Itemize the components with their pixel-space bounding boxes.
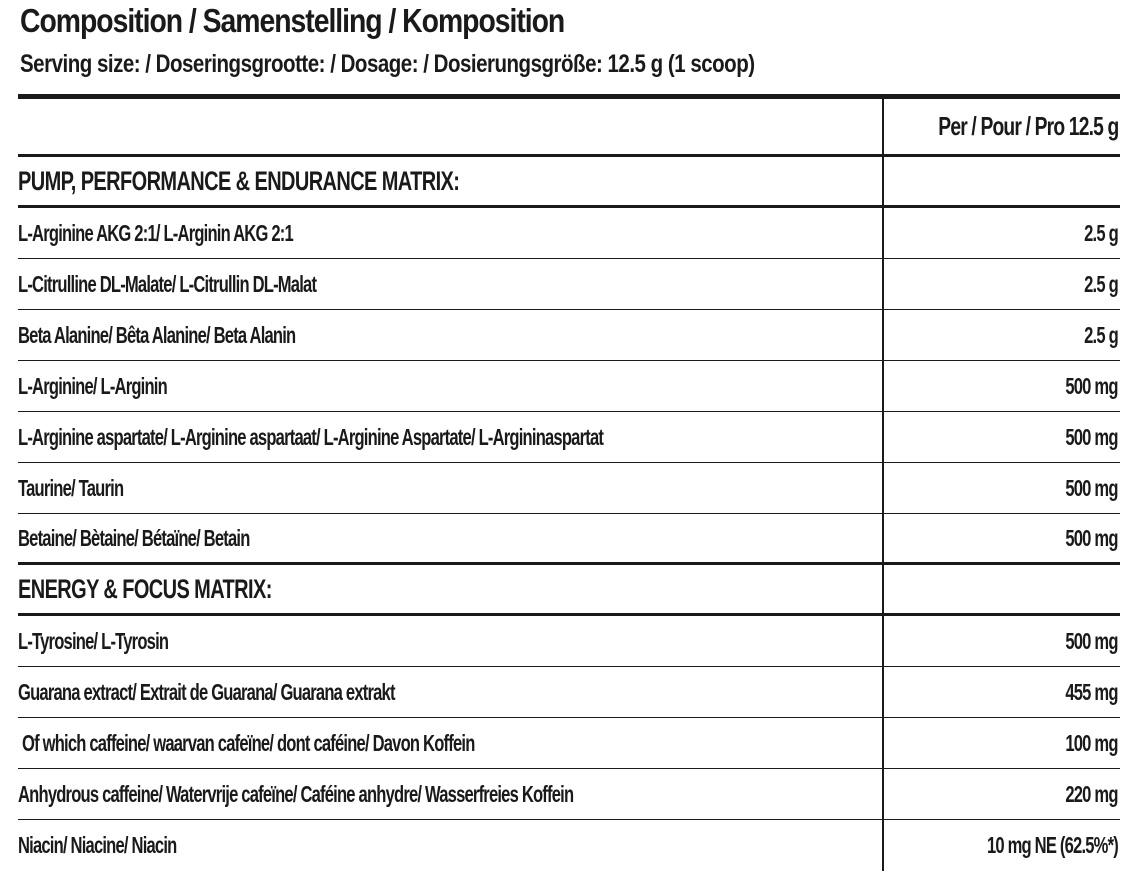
ingredient-value: 10 mg NE (62.5%*) [986,832,1118,858]
per-serving-header: Per / Pour / Pro 12.5 g [937,111,1118,141]
ingredient-value: 2.5 g [1084,270,1118,297]
table-row [18,769,1120,820]
table-row [18,616,1120,667]
ingredient-value: 220 mg [1065,780,1118,807]
table-row [18,208,1120,259]
ingredient-name: L-Arginine/ L-Arginin [18,372,167,399]
ingredient-name: Taurine/ Taurin [18,474,124,501]
ingredient-name: L-Citrulline DL-Malate/ L-Citrullin DL-Malat [18,270,317,297]
ingredient-name: L-Arginine aspartate/ L-Arginine aspartaat/ L-Arginine Aspartate/ L-Argininaspartat [18,423,604,450]
ingredient-value: 2.5 g [1084,219,1118,246]
table-header-row [18,99,1120,157]
table-row [18,718,1120,769]
ingredient-value: 500 mg [1065,423,1118,450]
ingredient-value: 455 mg [1065,678,1118,705]
serving-size: Serving size: / Doseringsgrootte: / Dosage: / Dosierungsgröße: 12.5 g (1 scoop) [20,50,755,78]
table-row [18,412,1120,463]
ingredient-value: 2.5 g [1084,321,1118,348]
section-row-energy [18,565,1120,616]
ingredient-name: Beta Alanine/ Bêta Alanine/ Beta Alanin [18,321,296,348]
ingredient-name: Anhydrous caffeine/ Watervrije cafeïne/ Caféine anhydre/ Wasserfreies Koffein [18,780,574,807]
ingredient-value: 500 mg [1065,627,1118,654]
ingredient-name: L-Arginine AKG 2:1/ L-Arginin AKG 2:1 [18,219,293,246]
table-row [18,259,1120,310]
ingredient-name: Betaine/ Bètaine/ Bétaïne/ Betain [18,524,250,551]
section-row-pump [18,157,1120,208]
table-row [18,514,1120,565]
table-row [18,667,1120,718]
ingredient-value: 500 mg [1065,524,1118,551]
table-row [18,361,1120,412]
section-title-energy: ENERGY & FOCUS MATRIX: [18,573,272,604]
section-title-pump: PUMP, PERFORMANCE & ENDURANCE MATRIX: [18,165,460,196]
ingredient-value: 100 mg [1065,729,1118,756]
ingredient-name: Niacin/ Niacine/ Niacin [18,832,177,858]
ingredient-name: Guarana extract/ Extrait de Guarana/ Guarana extrakt [18,678,395,705]
table-row [18,820,1120,871]
table-row [18,310,1120,361]
ingredient-name: Of which caffeine/ waarvan cafeïne/ dont caféine/ Davon Koffein [22,729,475,756]
composition-title: Composition / Samenstelling / Komposition [20,2,565,39]
composition-table [18,94,1120,871]
ingredient-value: 500 mg [1065,372,1118,399]
ingredient-value: 500 mg [1065,474,1118,501]
table-row [18,463,1120,514]
ingredient-name: L-Tyrosine/ L-Tyrosin [18,627,169,654]
